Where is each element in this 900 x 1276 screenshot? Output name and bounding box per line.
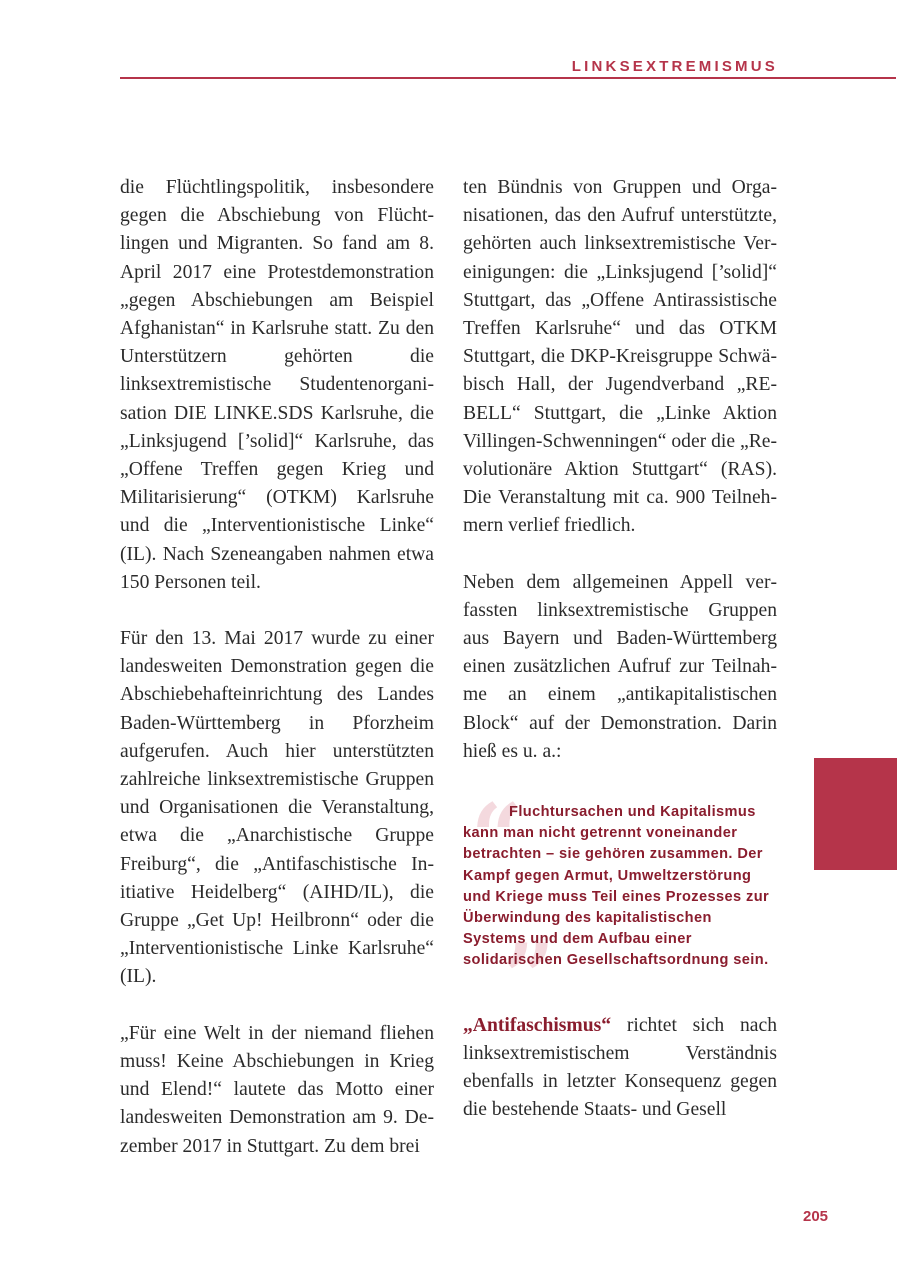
paragraph: „Für eine Welt in der niemand fliehen muss! Keine Abschiebungen in Krieg und Elend!“ lautete das Motto einer landesweiten Demonstration am 9. Dezember 2017 in Stuttgart. Zu dem brei bbox=[120, 1022, 434, 1157]
page-number: 205 bbox=[803, 1208, 829, 1225]
closing-quote-mark-icon: ” bbox=[503, 924, 555, 1031]
opening-quote-mark-icon: “ bbox=[471, 784, 523, 891]
running-header: LINKSEXTREMISMUS bbox=[571, 58, 778, 75]
paragraph-text: richtet sich nach linksextremistischem Verständnis ebenfalls in letzter Konsequenz gegen die bestehende Staats- und Gesell bbox=[463, 1014, 777, 1121]
paragraph: Neben dem allgemeinen Appell verfassten linksextremistische Gruppen aus Bayern und Baden-Württemberg einen zusätzlichen Aufruf zur Teilnahme an einem „antikapitalistischen Block“ auf der Demonstration. Darin hieß es u. a.: bbox=[463, 571, 777, 762]
left-column bbox=[120, 174, 434, 1189]
paragraph: Für den 13. Mai 2017 wurde zu einer landesweiten Demonstration gegen die Abschiebehafteinrichtung des Landes Baden-Württemberg in Pforzheim aufgerufen. Auch hier unterstützten zahlreiche linksextremistische Gruppen und Organisationen die Veranstaltung, etwa die „Anarchistische Gruppe Freiburg“, die „Antifaschistische Initiative Heidelberg“ (AIHD/IL), die Gruppe „Get Up! Heilbronn“ oder die „Interventionistische Linke Karlsruhe“ (IL). bbox=[120, 628, 434, 988]
header-rule bbox=[120, 77, 896, 79]
right-column bbox=[463, 174, 777, 1153]
quote-text: Fluchtursachen und Kapitalismus kann man nicht getrennt voneinander betrachten – sie gehören zusammen. Der Kampf gegen Armut, Umweltzerstörung und Kriege muss Teil eines Prozesses zur Überwindung des kapitalistischen Systems und dem Aufbau einer solidarischen Gesellschaftsordnung sein. bbox=[463, 804, 770, 969]
chapter-tab-marker bbox=[814, 758, 897, 870]
lead-term: „Antifaschismus“ bbox=[463, 1014, 612, 1036]
paragraph: ten Bündnis von Gruppen und Organisationen, das den Aufruf unterstützte, gehörten auch linksextremistische Vereinigungen: die „Linksjugend [’solid]“ Stuttgart, das „Offene Antirassistische Treffen Karlsruhe“ und das OTKM Stuttgart, die DKP-Kreisgruppe Schwäbisch Hall, der Jugendverband „REBELL“ Stuttgart, die „Linke Aktion Villingen-Schwenningen“ oder die „Revolutionäre Aktion Stuttgart“ (RAS). Die Veranstaltung mit ca. 900 Teilnehmern verlief friedlich. bbox=[463, 177, 777, 537]
paragraph: die Flüchtlingspolitik, insbesondere gegen die Abschiebung von Flüchtlingen und Migranten. So fand am 8. April 2017 eine Protestdemonstration „gegen Abschiebungen am Beispiel Afghanistan“ in Karlsruhe statt. Zu den Unterstützern gehörten die linksextremistische Studentenorganisation DIE LINKE.SDS Karlsruhe, die „Linksjugend [’solid]“ Karlsruhe, das „Offene Treffen gegen Krieg und Militarisierung“ (OTKM) Karlsruhe und die „Interventionistische Linke“ (IL). Nach Szeneangaben nahmen etwa 150 Personen teil. bbox=[120, 177, 434, 593]
